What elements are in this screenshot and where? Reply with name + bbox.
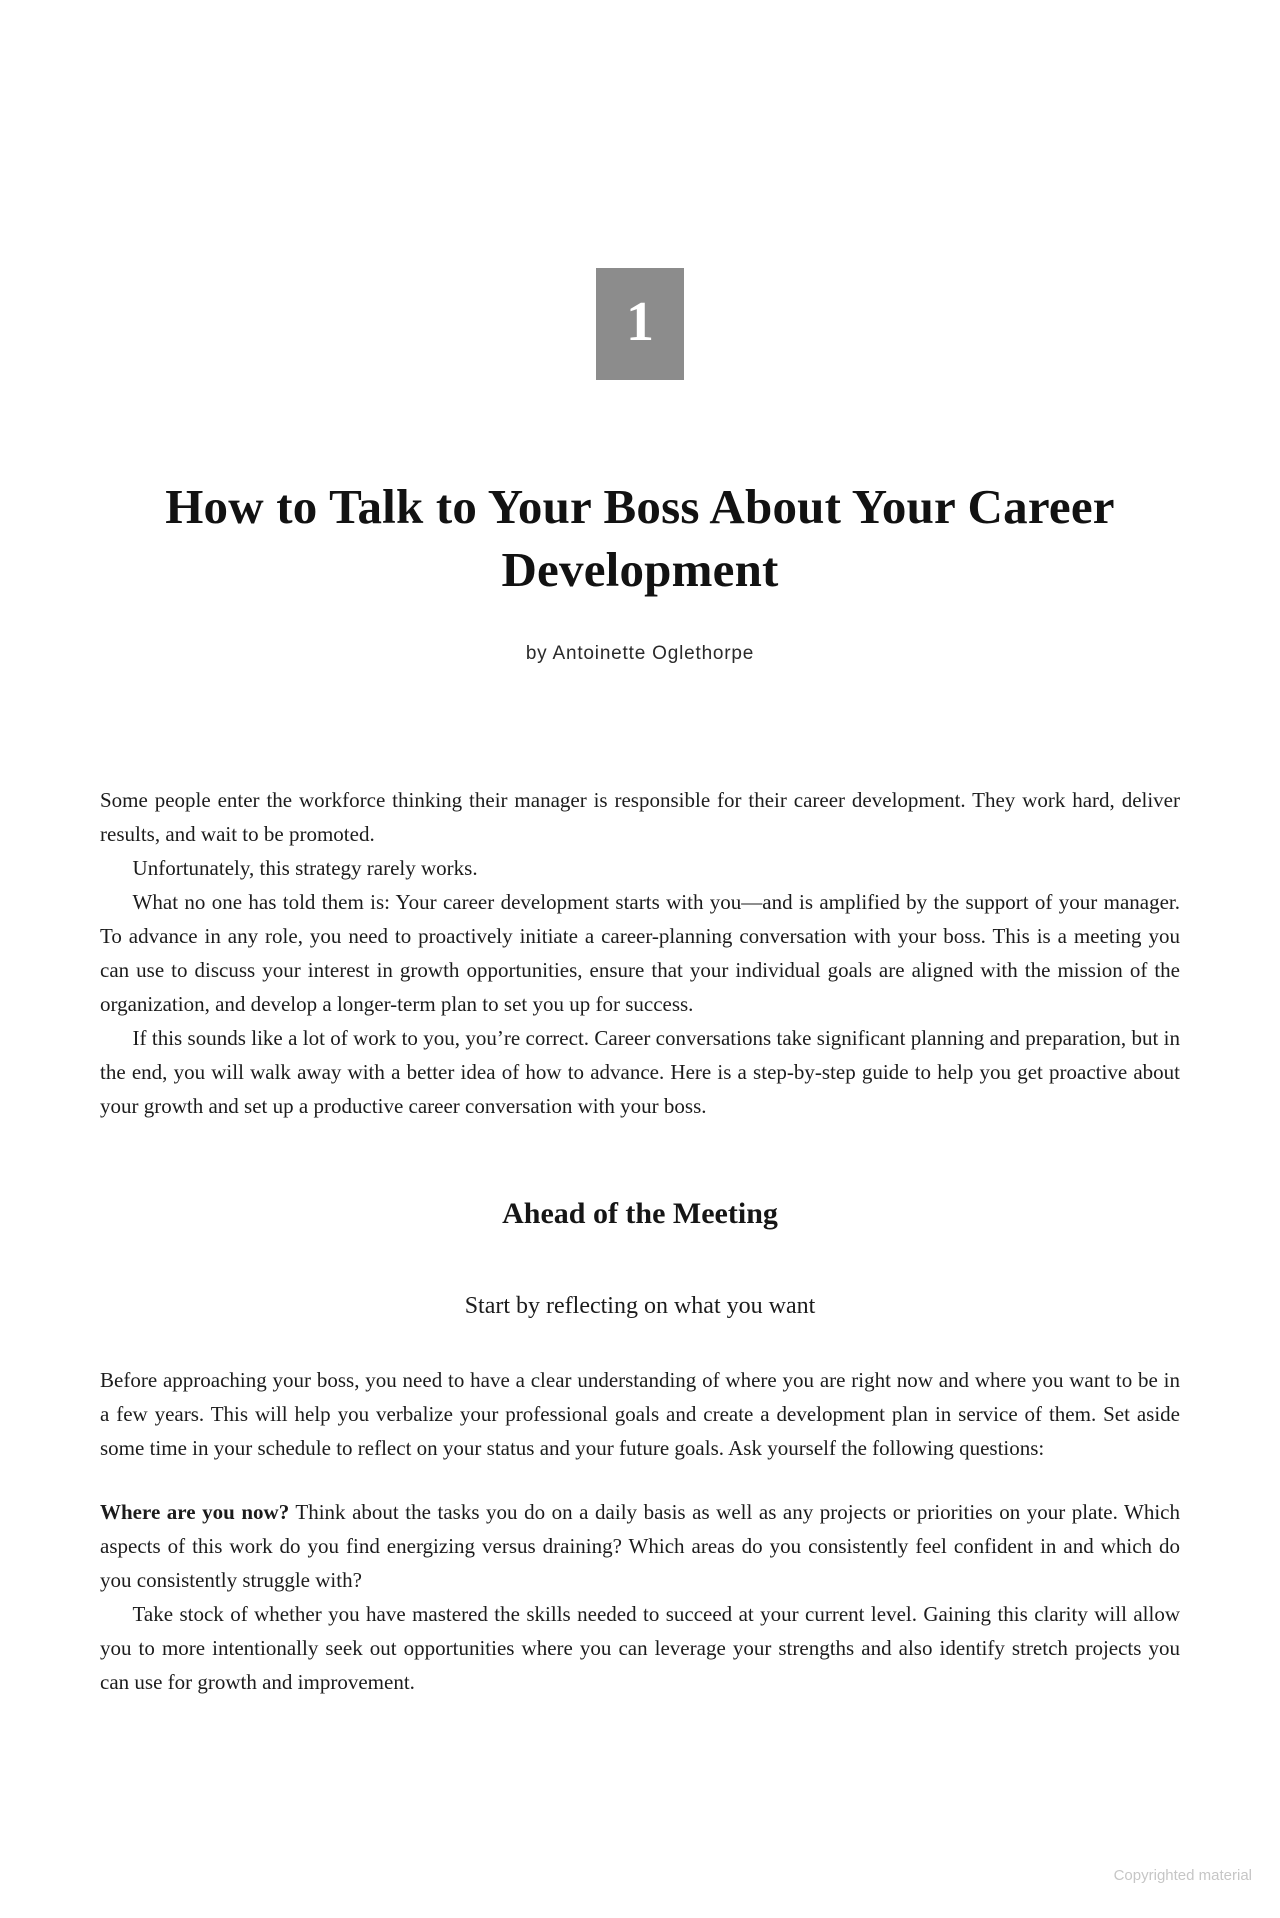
paragraph: Before approaching your boss, you need to have a clear understanding of where you are right now and where you want to be in a few years. This will help you verbalize your professional goals and create a development plan in service of them. Set aside some time in your schedule to reflect on your status and your future goals. Ask yourself the following questions: bbox=[100, 1368, 1180, 1461]
chapter-number: 1 bbox=[626, 291, 654, 353]
paragraph: Unfortunately, this strategy rarely works. bbox=[132, 856, 478, 881]
paragraph: What no one has told them is: Your career development starts with you—and is amplified by the support of your manager. To advance in any role, you need to proactively initiate a career-planning conversation with your boss. This is a meeting you can use to discuss your interest in growth opportunities, ensure that your individual goals are aligned with the mission of the organization, and develop a longer-term plan to set you up for success. bbox=[100, 890, 1180, 1017]
copyright-notice: Copyrighted material bbox=[1113, 1867, 1252, 1884]
chapter-title: How to Talk to Your Boss About Your Career Development bbox=[165, 479, 1115, 597]
paragraph-text: Think about the tasks you do on a daily basis as well as any projects or priorities on your plate. Which aspects of this work do you find energizing versus draining? Which areas do you consistently feel confident in and which do you consistently struggle with? bbox=[100, 1500, 1180, 1593]
body-text bbox=[100, 783, 1180, 1699]
section-heading: Ahead of the Meeting bbox=[502, 1197, 778, 1231]
chapter-number-box bbox=[596, 268, 684, 380]
subsection-heading: Start by reflecting on what you want bbox=[464, 1293, 816, 1320]
paragraph: If this sounds like a lot of work to you, you’re correct. Career conversations take significant planning and preparation, but in the end, you will walk away with a better idea of how to advance. Here is a step-by-step guide to help you get proactive about your growth and set up a productive career conversation with your boss. bbox=[100, 1026, 1180, 1119]
byline: by Antoinette Oglethorpe bbox=[525, 643, 755, 665]
run-in-question-heading: Where are you now? bbox=[100, 1500, 290, 1525]
paragraph: Take stock of whether you have mastered the skills needed to succeed at your current level. Gaining this clarity will allow you to more intentionally seek out opportunities where you can leverage your strengths and also identify stretch projects you can use for growth and improvement. bbox=[100, 1602, 1180, 1695]
paragraph: Some people enter the workforce thinking their manager is responsible for their career development. They work hard, deliver results, and wait to be promoted. bbox=[100, 788, 1180, 847]
paragraph bbox=[100, 1495, 1180, 1597]
